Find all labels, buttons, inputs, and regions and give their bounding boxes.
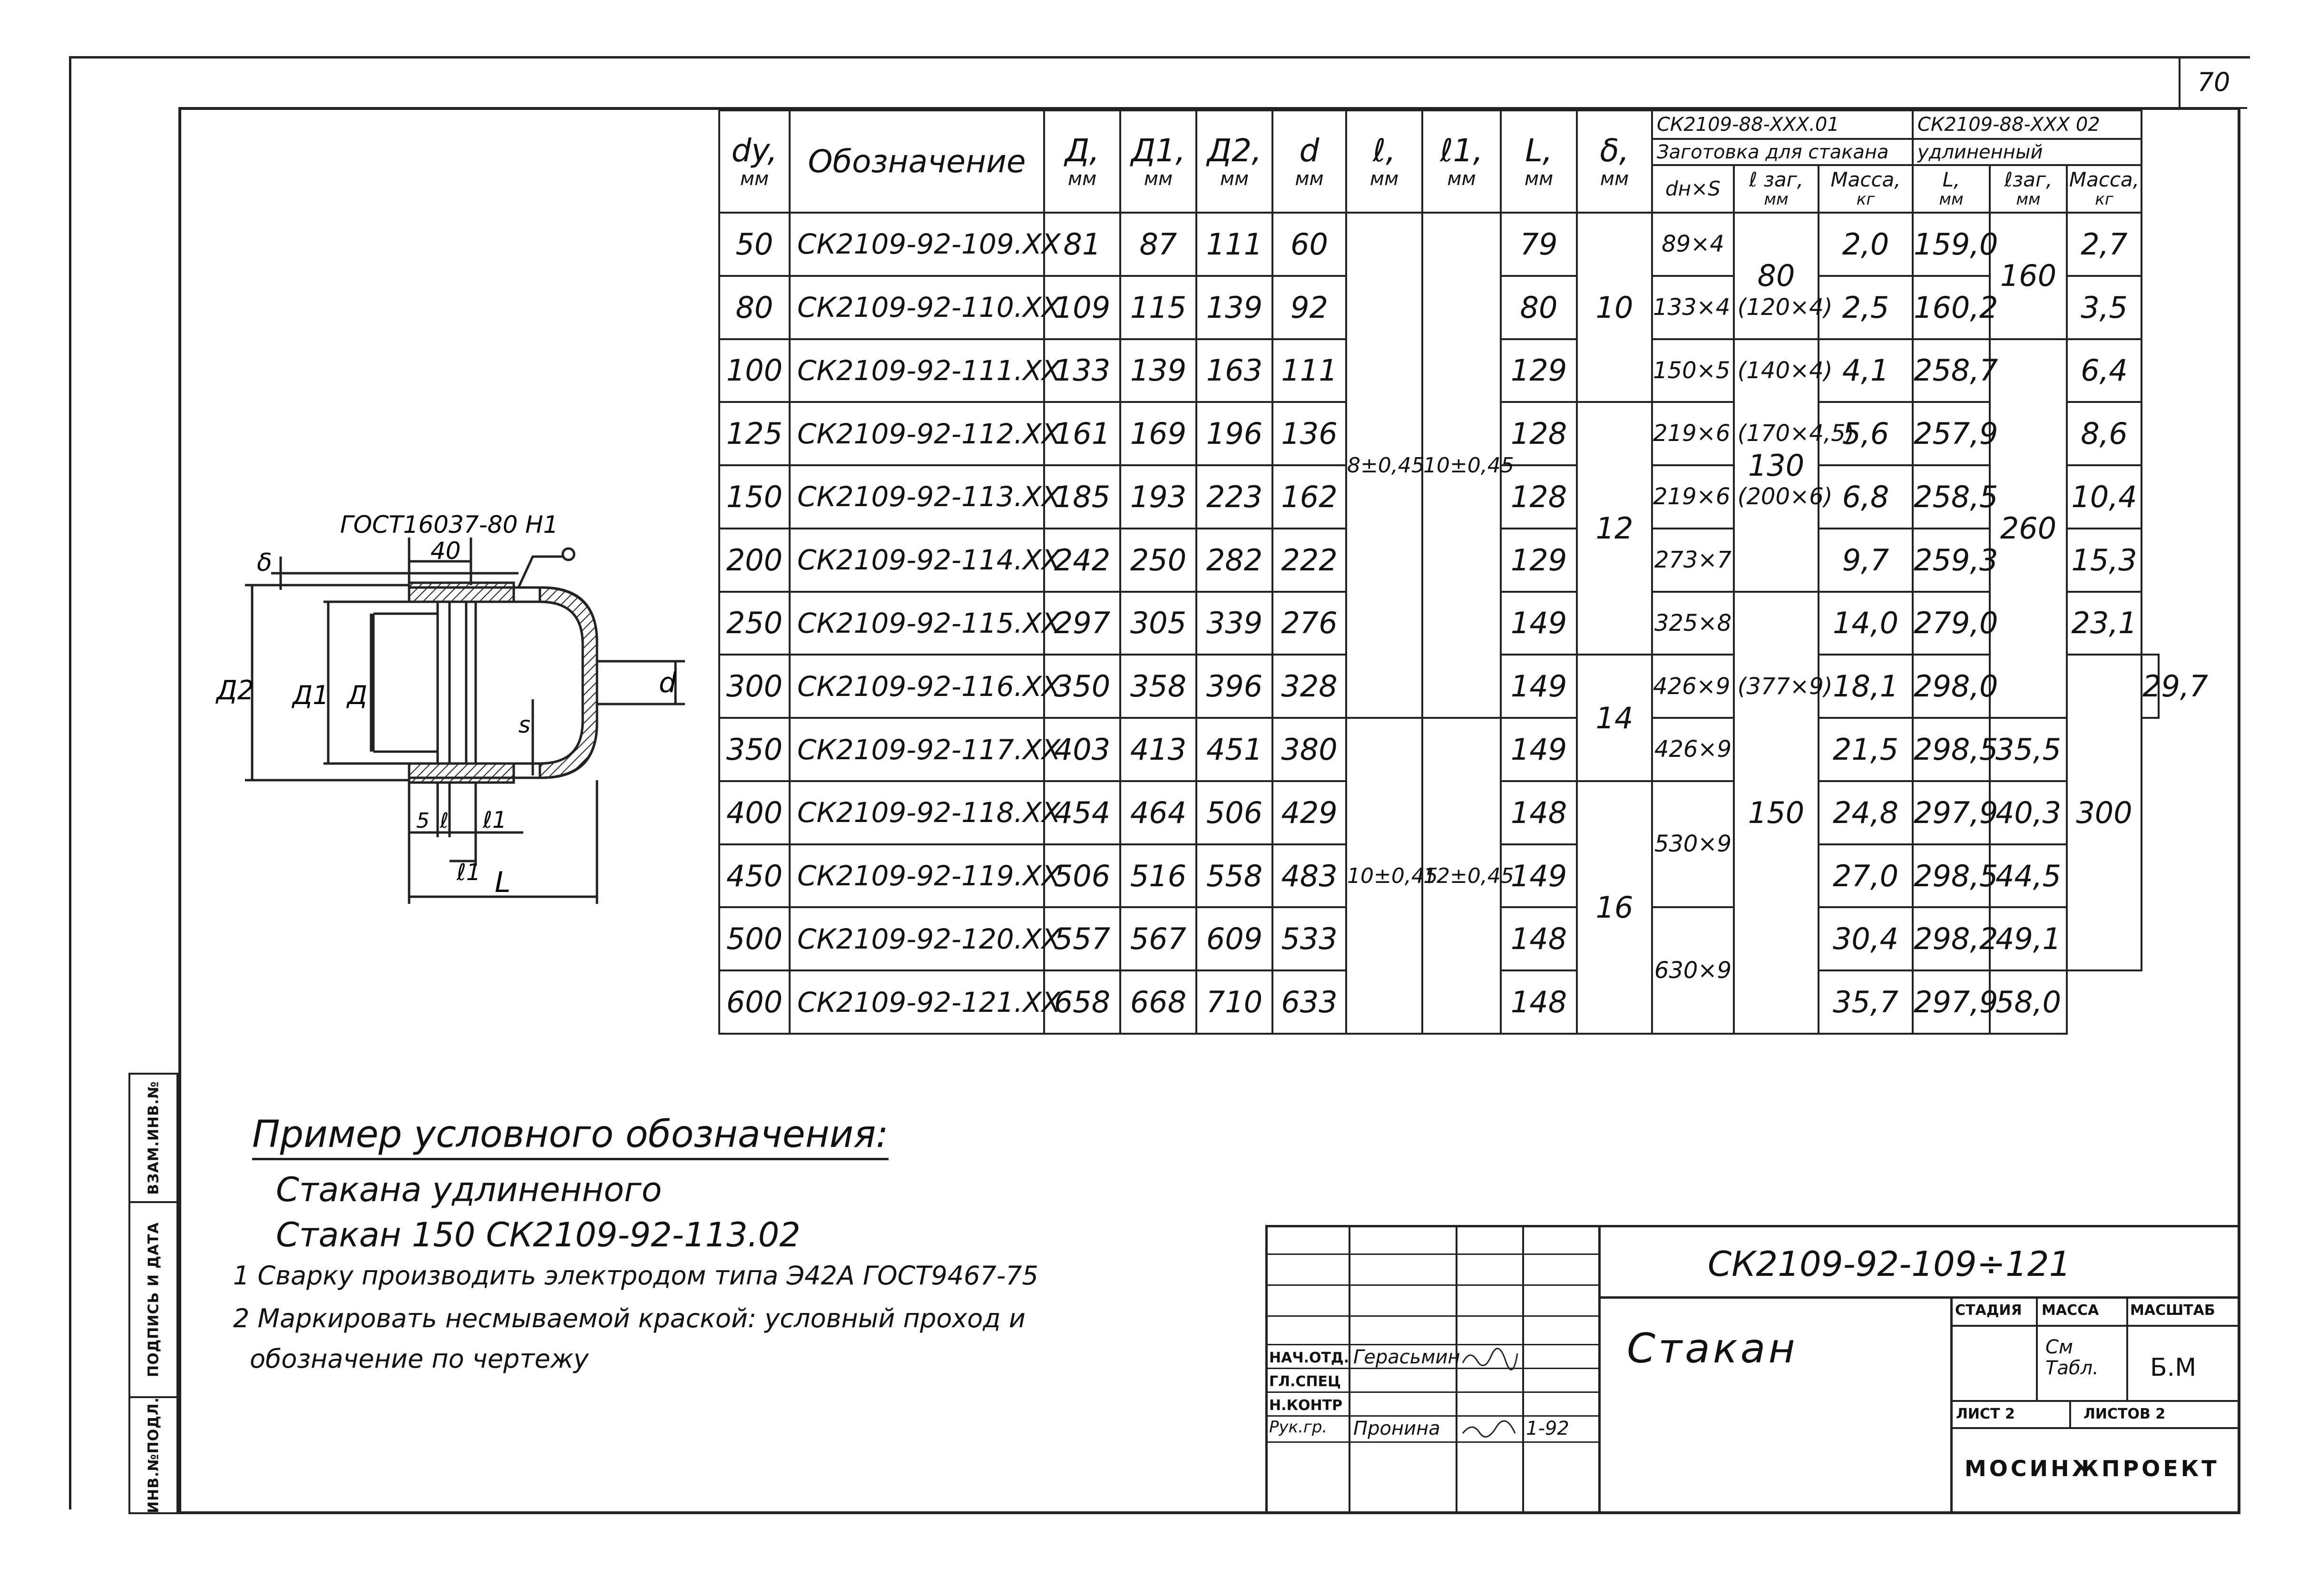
merged-lzag-150: 150 <box>1734 592 1819 1034</box>
col-l1: ℓ1, мм <box>1422 110 1501 213</box>
side-strip <box>128 1073 178 1514</box>
dim-L: L <box>495 866 511 899</box>
merged-delta-12: 12 <box>1577 402 1652 655</box>
col-D1: Д1, мм <box>1120 110 1196 213</box>
page-number: 70 <box>2179 57 2247 109</box>
dim-l1-b: ℓ1 <box>457 859 481 886</box>
merged-lzag2-300: 300 <box>2067 655 2142 970</box>
side-cell-1: ИНВ.№ПОДЛ. <box>145 1397 162 1514</box>
table-row: 125 СК2109-92-112.ХХ 161 169 196 136 128 12 219×6 (170×4,5) 5,6 257,9 8,6 <box>719 402 2159 465</box>
side-cell-2: ПОДПИСЬ И ДАТА <box>130 1203 176 1398</box>
dim-l: ℓ <box>440 809 449 833</box>
col-du: dy, мм <box>719 110 790 213</box>
group1-name: Заготовка для стакана <box>1652 139 1913 165</box>
merged-l1-b: 12±0,45 <box>1422 718 1501 1034</box>
role-3: Н.КОНТР <box>1269 1397 1343 1414</box>
sheets-label: ЛИСТОВ 2 <box>2083 1406 2166 1422</box>
col-lzag: ℓ заг, мм <box>1734 165 1819 213</box>
merged-l1-a: 10±0,45 <box>1422 213 1501 718</box>
table-row: 150 СК2109-92-113.ХХ 185 193 223 162 128 219×6 (200×6) 6,8 258,5 10,4 <box>719 465 2159 529</box>
col-designation: Обозначение <box>790 110 1044 213</box>
sleeve-section-drawing <box>190 476 714 923</box>
dome-wall-hatch <box>540 587 597 778</box>
dim-l1-a: ℓ1 <box>483 807 507 833</box>
signature-4 <box>1460 1419 1520 1440</box>
col-D2: Д2, мм <box>1196 110 1272 213</box>
group2-name: удлиненный <box>1913 139 2142 165</box>
sheet-label: ЛИСТ 2 <box>1956 1406 2015 1422</box>
scale-value: Б.М <box>2150 1353 2197 1382</box>
merged-l-b: 10±0,45 <box>1346 718 1422 1034</box>
doc-code: СК2109-92-109÷121 <box>1708 1244 2071 1284</box>
merged-lzag2-160: 160 <box>1990 213 2067 339</box>
notes-title: Пример условного обозначения: <box>252 1113 889 1160</box>
table-row: 100 СК2109-92-111.ХХ 133 139 163 111 129 150×5 (140×4) 130 4,1 258,7 260 6,4 <box>719 339 2159 402</box>
group1-code: СК2109-88-ХХХ.01 <box>1652 110 1913 139</box>
dim-D1: Д1 <box>293 680 329 710</box>
table-row: 200 СК2109-92-114.ХХ 242 250 282 222 129 273×7 9,7 259,3 15,3 <box>719 529 2159 592</box>
body-inner-outline <box>423 602 583 764</box>
col-dns: dн×S <box>1652 165 1734 213</box>
table-row: 250 СК2109-92-115.ХХ 297 305 339 276 149 325×8 150 14,0 279,0 23,1 <box>719 592 2159 655</box>
title-block <box>1265 1225 2240 1514</box>
dim-s: s <box>518 712 531 738</box>
bottom-wall-hatch <box>409 764 514 783</box>
table-row: 350 СК2109-92-117.ХХ 403 413 451 380 10±0,45 12±0,45 149 426×9 21,5 298,5 35,5 <box>719 718 2159 781</box>
person-4: Пронина <box>1353 1418 1440 1439</box>
role-1: НАЧ.ОТД. <box>1269 1350 1349 1366</box>
col-D: Д, мм <box>1044 110 1120 213</box>
mass-value: См Табл. <box>2045 1336 2099 1379</box>
dim-delta: δ <box>257 548 272 577</box>
dim-40: 40 <box>430 537 461 565</box>
signature-1 <box>1460 1346 1520 1368</box>
scale-label: МАСШТАБ <box>2130 1302 2215 1319</box>
table-row: 300 СК2109-92-116.ХХ 350 358 396 328 149 14 426×9 (377×9) 18,1 298,0 300 29,7 <box>719 655 2159 718</box>
dim-5: 5 <box>416 809 430 833</box>
mass-label: МАССА <box>2042 1302 2099 1319</box>
role-2: ГЛ.СПЕЦ <box>1269 1373 1341 1390</box>
side-cell-3: ВЗАМ.ИНВ.№ <box>130 1075 176 1203</box>
top-wall-hatch <box>409 583 514 602</box>
note-line-5: обозначение по чертежу <box>250 1344 589 1374</box>
product-name: Стакан <box>1627 1325 1798 1372</box>
organization: МОСИНЖПРОЕКТ <box>1965 1456 2220 1481</box>
col-delta: δ, мм <box>1577 110 1652 213</box>
date-4: 1-92 <box>1526 1418 1569 1439</box>
table-row: 80 СК2109-92-110.ХХ 109 115 139 92 80 133×4 (120×4) 2,5 160,2 3,5 <box>719 276 2159 339</box>
dim-D: Д <box>347 680 368 710</box>
role-4: Рук.гр. <box>1269 1418 1328 1437</box>
merged-l-a: 8±0,45 <box>1346 213 1422 718</box>
table-row: 400 СК2109-92-118.ХХ 454 464 506 429 148 16 530×9 24,8 297,9 40,3 <box>719 781 2159 844</box>
merged-lzag-80: 80 <box>1734 213 1819 339</box>
spec-table <box>718 109 2209 1035</box>
group2-code: СК2109-88-ХХХ 02 <box>1913 110 2142 139</box>
col-L2: L, мм <box>1913 165 1990 213</box>
col-mass2: Масса, кг <box>2067 165 2142 213</box>
dim-d: d <box>659 666 676 699</box>
table-row: 450 СК2109-92-119.ХХ 506 516 558 483 149 27,0 298,5 44,5 <box>719 844 2159 908</box>
col-lzag2: ℓзаг, мм <box>1990 165 2067 213</box>
table-row: 50 СК2109-92-109.ХХ 81 87 111 60 8±0,45 10±0,45 79 10 89×4 80 2,0 159,0 160 2,7 <box>719 213 2159 276</box>
merged-delta-16: 16 <box>1577 781 1652 1034</box>
merged-delta-14: 14 <box>1577 655 1652 781</box>
merged-lzag2-260: 260 <box>1990 339 2067 718</box>
col-mass: Масса, кг <box>1819 165 1913 213</box>
col-L: L, мм <box>1501 110 1577 213</box>
merged-delta-10: 10 <box>1577 213 1652 402</box>
person-1: Герасьмин <box>1353 1346 1460 1368</box>
stage-label: СТАДИЯ <box>1955 1302 2022 1319</box>
table-row: 500 СК2109-92-120.ХХ 557 567 609 533 148 630×9 30,4 298,2 49,1 <box>719 907 2159 970</box>
merged-lzag-130: 130 <box>1734 339 1819 592</box>
note-line-4: 2 Маркировать несмываемой краской: условный проход и <box>233 1303 1026 1333</box>
col-d: d мм <box>1272 110 1346 213</box>
note-line-3: 1 Сварку производить электродом типа Э42А ГОСТ9467-75 <box>233 1261 1038 1291</box>
table-row: 600 СК2109-92-121.ХХ 658 668 710 633 148 35,7 297,9 58,0 <box>719 970 2159 1034</box>
gost-label: ГОСТ16037-80 Н1 <box>340 511 558 539</box>
col-l: ℓ, мм <box>1346 110 1422 213</box>
note-line-1: Стакана удлиненного <box>276 1170 662 1209</box>
note-line-2: Стакан 150 СК2109-92-113.02 <box>276 1215 801 1254</box>
dim-D2: Д2 <box>216 675 254 706</box>
